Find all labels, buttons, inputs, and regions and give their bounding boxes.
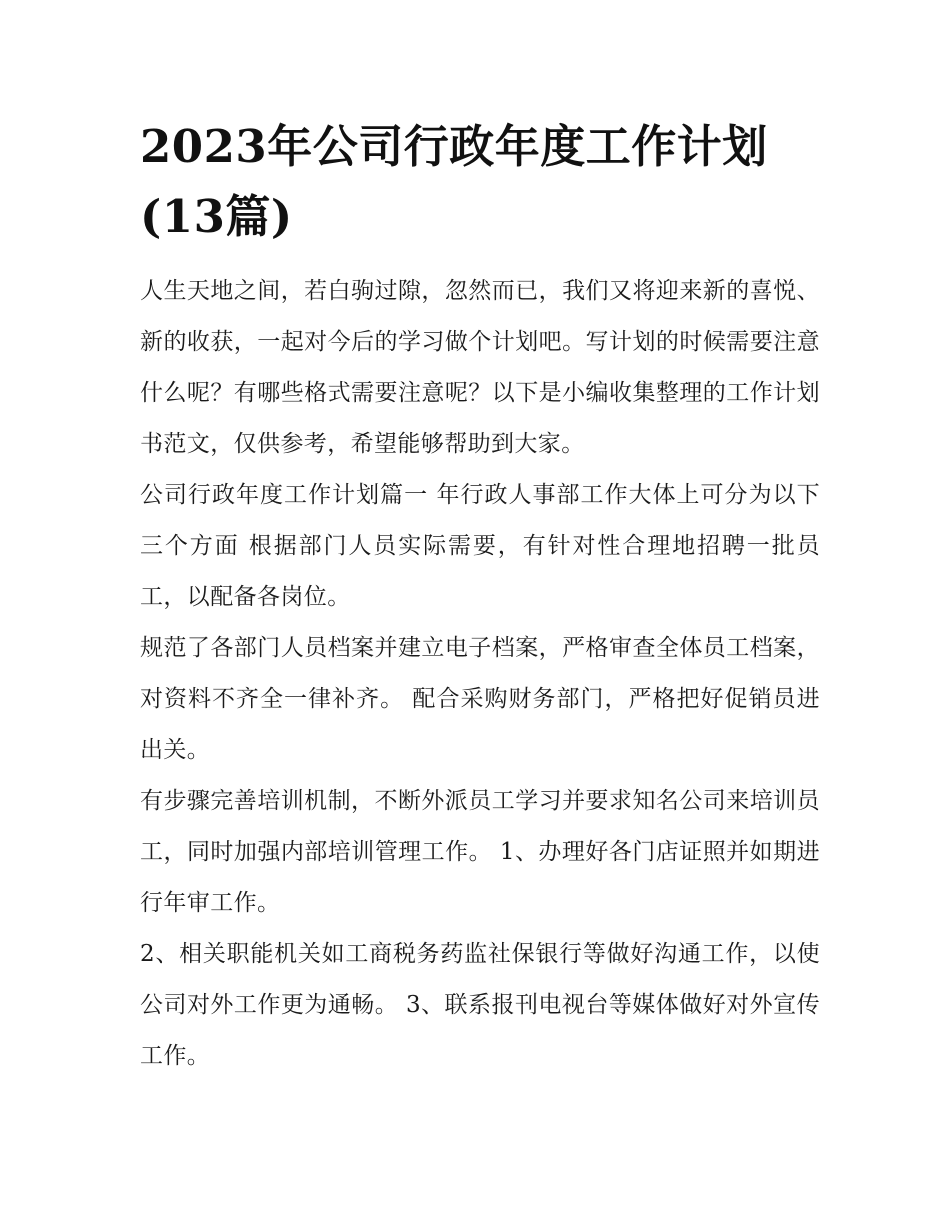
paragraph-external-relations: 2、相关职能机关如工商税务药监社保银行等做好沟通工作，以使公司对外工作更为通畅。 3、联系报刊电视台等媒体做好对外宣传工作。 bbox=[140, 941, 820, 1069]
paragraph-archives: 规范了各部门人员档案并建立电子档案，严格审查全体员工档案，对资料不齐全一律补齐。 配合采购财务部门，严格把好促销员进出关。 bbox=[140, 635, 820, 763]
paragraph-training: 有步骤完善培训机制，不断外派员工学习并要求知名公司来培训员工，同时加强内部培训管理工作。 1、办理好各门店证照并如期进行年审工作。 bbox=[140, 788, 820, 916]
document-title: 2023年公司行政年度工作计划(13篇) bbox=[140, 120, 768, 243]
document-page bbox=[140, 112, 820, 1082]
paragraph-intro: 人生天地之间，若白驹过隙，忽然而已，我们又将迎来新的喜悦、新的收获，一起对今后的学习做个计划吧。写计划的时候需要注意什么呢？有哪些格式需要注意呢？以下是小编收集整理的工作计划书范文，仅供参考，希望能够帮助到大家。 bbox=[140, 278, 820, 457]
paragraph-plan-one: 公司行政年度工作计划篇一 年行政人事部工作大体上可分为以下三个方面 根据部门人员实际需要，有针对性合理地招聘一批员工，以配备各岗位。 bbox=[140, 482, 820, 610]
